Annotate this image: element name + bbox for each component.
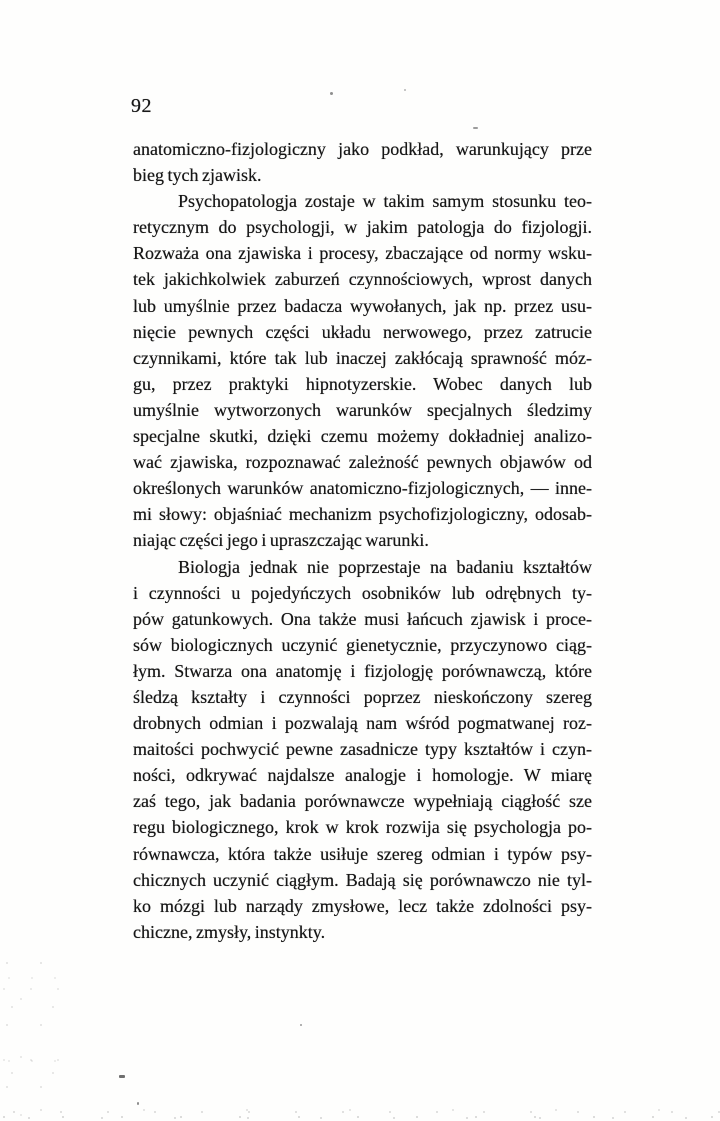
- scan-speck: [473, 127, 478, 129]
- text-line: czynnikami, które tak lub inaczej zakłócają sprawność móz-: [133, 347, 592, 368]
- text-line: anatomiczno-fizjologiczny jako podkład, warunkujący prze: [133, 139, 592, 159]
- text-line: chicznych uczynić ciągłym. Badają się porównawczo nie tyl-: [133, 869, 592, 890]
- scan-speck: [137, 1102, 139, 1105]
- text-line: pów gatunkowych. Ona także musi łańcuch zjawisk i proce-: [133, 608, 592, 629]
- paragraph: [133, 554, 592, 945]
- scan-noise-bottom-edge: [0, 1106, 720, 1121]
- scan-noise-left-margin: [0, 950, 70, 1121]
- text-line: łym. Stwarza ona anatomję i fizjologję porównawczą, które: [133, 660, 592, 681]
- text-line: określonych warunków anatomiczno-fizjologicznych, — inne-: [133, 478, 592, 499]
- text-line: drobnych odmian i pozwalają nam wśród pogmatwanej roz-: [133, 713, 592, 734]
- text-line: i czynności u pojedyńczych osobników lub odrębnych ty-: [133, 582, 592, 603]
- page-number: 92: [131, 95, 152, 117]
- scan-speck: [300, 1024, 302, 1026]
- text-line: nięcie pewnych części układu nerwowego, przez zatrucie: [133, 321, 592, 342]
- text-line: maitości pochwycić pewne zasadnicze typy kształtów i czyn-: [133, 739, 592, 760]
- text-line: wać zjawiska, rozpoznawać zależność pewnych objawów od: [133, 452, 592, 473]
- text-line: regu biologicznego, krok w krok rozwija się psychologja po-: [133, 817, 592, 838]
- text-line: niając części jego i upraszczając warunki.: [133, 530, 429, 551]
- scan-speck: [404, 89, 406, 91]
- text-line: tek jakichkolwiek zaburzeń czynnościowych, wprost danych: [133, 269, 592, 290]
- text-line: specjalne skutki, dzięki czemu możemy dokładniej analizo-: [133, 426, 592, 447]
- text-line: chiczne, zmysły, instynkty.: [133, 921, 326, 942]
- text-line: umyślnie wytworzonych warunków specjalnych śledzimy: [133, 399, 592, 420]
- text-line: Biologja jednak nie poprzestaje na badaniu kształtów: [178, 556, 592, 577]
- text-line: bieg tych zjawisk.: [133, 165, 262, 186]
- text-line: równawcza, która także usiłuje szereg odmian i typów psy-: [133, 843, 592, 864]
- text-line: sów biologicznych uczynić gienetycznie, przyczynowo ciąg-: [133, 634, 592, 655]
- paragraph: [133, 136, 592, 188]
- text-line: Rozważa ona zjawiska i procesy, zbaczające od normy wsku-: [133, 243, 592, 264]
- text-line: ko mózgi lub narządy zmysłowe, lecz także zdolności psy-: [133, 895, 592, 916]
- text-line: retycznym do psychologji, w jakim patologja do fizjologji.: [133, 217, 592, 238]
- body-text-block: [133, 136, 592, 945]
- text-line: zaś tego, jak badania porównawcze wypełniają ciągłość sze: [133, 791, 592, 812]
- scan-speck: [119, 1075, 125, 1078]
- text-line: lub umyślnie przez badacza wywołanych, jak np. przez usu-: [133, 295, 592, 316]
- text-line: Psychopatologja zostaje w takim samym stosunku teo-: [178, 191, 592, 212]
- text-line: ności, odkrywać najdalsze analogje i homologje. W miarę: [133, 765, 592, 786]
- text-line: śledzą kształty i czynności poprzez nieskończony szereg: [133, 686, 592, 707]
- text-line: mi słowy: objaśniać mechanizm psychofizjologiczny, odosab-: [133, 504, 592, 525]
- text-line: gu, przez praktyki hipnotyzerskie. Wobec danych lub: [133, 373, 592, 394]
- paragraph: [133, 188, 592, 553]
- scan-speck: [330, 92, 333, 95]
